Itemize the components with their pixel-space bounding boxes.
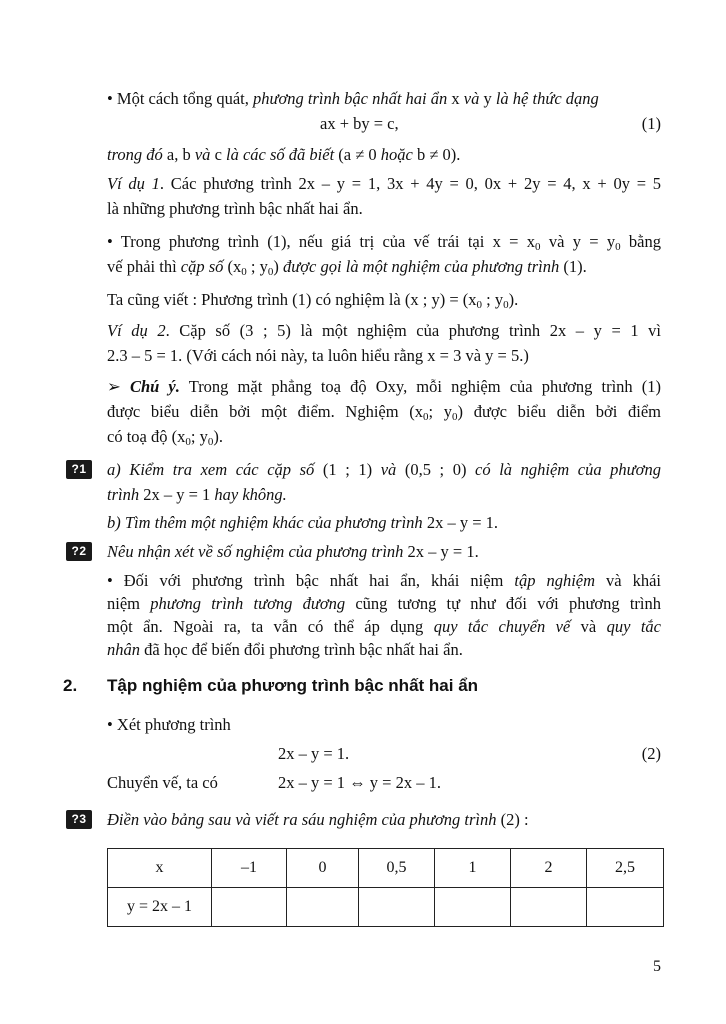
text: và [570,617,607,636]
text: được biểu diễn bởi một điểm. Nghiệm (x [107,402,424,421]
text: và [194,145,211,164]
equation-line-1 [107,111,661,136]
text: ) [273,257,283,276]
question-2 [107,539,661,564]
question-1-line-3 [107,510,661,535]
question-3-line [107,807,661,832]
text: niệm [107,594,151,613]
table-row [108,888,664,927]
text: ; y [428,402,453,421]
subscript: 0 [476,299,482,311]
concepts-line-2 [107,592,661,615]
text: ; y [246,257,268,276]
text: • Trong phương trình (1), nếu giá trị của vế trái tại x = x [107,232,536,251]
concepts-line-1 [107,569,661,592]
text: (1). [559,257,587,276]
text: hay không. [214,485,287,504]
text: (1 ; 1) [314,460,381,479]
table-cell-empty[interactable] [511,888,587,927]
transposed-equation: 2x – y = 1 ⇔ y = 2x – 1. [278,773,441,792]
definition-line-3 [107,142,661,167]
text: được gọi là một nghiệm của phương trình [283,257,560,276]
table-cell-empty[interactable] [435,888,511,927]
text: quy tắc chuyển vế [433,617,571,636]
table-row [108,849,664,888]
example-1 [107,171,661,221]
question-1-badge: ?1 [66,460,92,479]
example-label: Ví dụ 1 [107,174,160,193]
text: đã học để biến đổi phương trình bậc nhất hai ẩn. [140,640,463,659]
text: ). [213,427,223,446]
text: a, b [162,145,195,164]
subscript: 0 [535,241,541,253]
text: b) Tìm thêm một nghiệm khác của phương trình [107,513,423,532]
text: ; y [482,290,504,309]
concepts-line-4 [107,638,661,661]
text: • Một cách tổng quát, [107,89,253,108]
arrow-icon: ➢ [107,377,121,396]
table-cell-empty[interactable] [287,888,359,927]
text: x [447,89,464,108]
text: và [463,89,480,108]
solution-def-line-2 [107,254,661,279]
text: có là nghiệm của phương [475,460,661,479]
text: 2x – y = 1. [403,542,479,561]
note-line-3 [107,424,661,449]
question-1-line-2 [107,482,661,507]
subscript: 0 [452,411,458,423]
text: trình [107,485,140,504]
concepts-paragraph [107,569,661,661]
text: Ta cũng viết : Phương trình (1) có nghiệm là (x ; y) = (x [107,290,477,309]
table-cell: 2,5 [587,849,664,888]
text: c [210,145,227,164]
example-1-line-1 [107,171,661,196]
question-2-line [107,539,661,564]
solution-def-line-1 [107,229,661,254]
note-paragraph [107,374,661,449]
transpose-line [107,768,661,797]
text: ; y [190,427,208,446]
text: Chuyển vế, ta có [107,773,218,792]
consider-line: • Xét phương trình [107,715,231,734]
definition-line-1 [107,86,661,111]
text: và khái [595,571,661,590]
question-3 [107,807,661,832]
text: vế phải thì [107,257,181,276]
table-cell: –1 [212,849,287,888]
text: hoặc [380,145,413,164]
text: . Cặp số (3 ; 5) là một nghiệm của phương trình 2x – y = 1 vì [165,321,661,340]
text: phương trình bậc nhất hai ẩn [253,89,448,108]
example-2 [107,318,661,368]
text: . Các phương trình 2x – y = 1, 3x + 4y = 0, 0x + 2y = 4, x + 0y = 5 [159,174,662,193]
text: là hệ thức dạng [495,89,599,108]
subscript: 0 [185,436,191,448]
text: cặp số [180,257,224,276]
text: trong đó [107,145,163,164]
note-label: Chú ý. [129,377,180,396]
subscript: 0 [423,411,429,423]
section-title: Tập nghiệm của phương trình bậc nhất hai ẩn [107,676,479,695]
consider-equation [107,710,661,797]
equation-number-1: (1) [641,114,661,133]
subscript: 0 [267,266,274,278]
values-table [107,848,664,927]
table-cell: x [108,849,212,888]
text: a) Kiểm tra xem các cặp số [107,460,315,479]
notation-paragraph [107,287,661,312]
text: tập nghiệm [514,571,596,590]
notation-line [107,287,661,312]
example-label: Ví dụ 2 [107,321,166,340]
note-line-2 [107,399,661,424]
text: (0,5 ; 0) [396,460,476,479]
text: 2x – y = 1 [139,485,215,504]
equation-2: 2x – y = 1. [278,744,350,763]
table-cell: 0 [287,849,359,888]
equation-1: ax + by = c, [320,114,399,133]
text: (2) : [496,810,529,829]
text: ). [508,290,519,309]
table-cell-empty[interactable] [359,888,435,927]
equation-number-2: (2) [641,744,661,763]
table-cell: 0,5 [359,849,435,888]
text: quy tắc [606,617,662,636]
text: và [380,460,397,479]
note-line-1 [107,374,661,399]
page-number: 5 [653,958,661,975]
question-3-badge: ?3 [66,810,92,829]
question-1-line-1 [107,457,661,482]
example-2-line-1 [107,318,661,343]
text: (a ≠ 0 [334,145,381,164]
text: có toạ độ (x [107,427,186,446]
example-2-line-2: 2.3 – 5 = 1. (Với cách nói này, ta luôn hiểu rằng x = 3 và y = 5.) [107,346,529,365]
text: cũng tương tự như đối với phương trình [345,594,661,613]
text: là các số đã biết [226,145,335,164]
table-cell: y = 2x – 1 [108,888,212,927]
text: và y = y [540,232,616,251]
text: Nêu nhận xét về số nghiệm của phương trình [107,542,404,561]
subscript: 0 [207,436,214,448]
text: một ẩn. Ngoài ra, ta vẫn có thể áp dụng [107,617,434,636]
question-1 [107,457,661,535]
question-2-badge: ?2 [66,542,92,561]
equation-line-2 [107,739,661,768]
concepts-line-3 [107,615,661,638]
text: ) được biểu diễn bởi điểm [457,402,661,421]
table-cell: 1 [435,849,511,888]
text: (x [223,257,242,276]
subscript: 0 [241,266,247,278]
text: b ≠ 0). [412,145,461,164]
text: bằng [620,232,661,251]
subscript: 0 [615,241,621,253]
section-number: 2. [63,676,78,695]
subscript: 0 [503,299,509,311]
text: phương trình tương đương [150,594,346,613]
text: nhân [107,640,140,659]
table-cell-empty[interactable] [587,888,664,927]
text: • Đối với phương trình bậc nhất hai ẩn, khái niệm [107,571,515,590]
solution-definition [107,229,661,279]
text: Trong mặt phẳng toạ độ Oxy, mỗi nghiệm của phương trình (1) [179,377,662,396]
text: Điền vào bảng sau và viết ra sáu nghiệm của phương trình [107,810,497,829]
general-definition [107,86,661,167]
example-1-line-2: là những phương trình bậc nhất hai ẩn. [107,199,363,218]
table-cell-empty[interactable] [212,888,287,927]
table-cell: 2 [511,849,587,888]
text: y [479,89,496,108]
text: 2x – y = 1. [422,513,498,532]
